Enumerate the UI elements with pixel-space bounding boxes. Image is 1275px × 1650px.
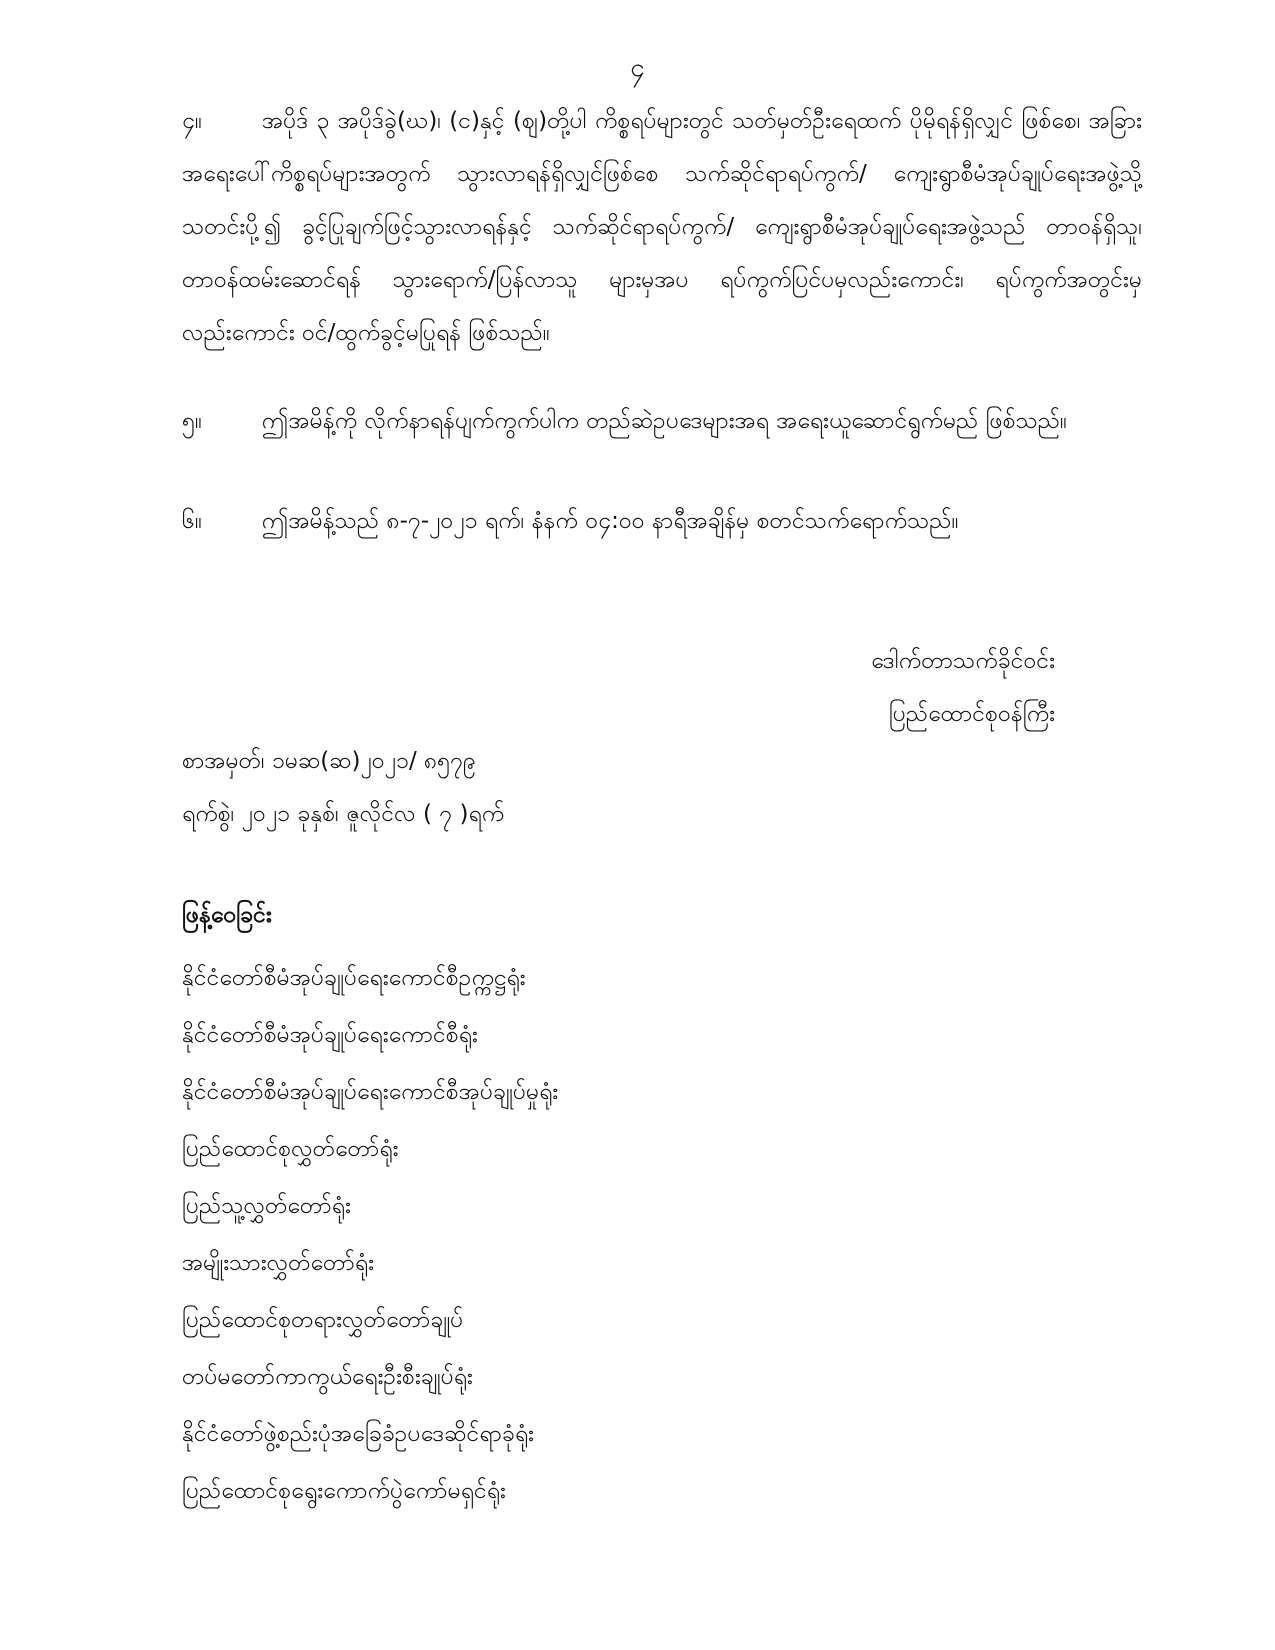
distribution-item: နိုင်ငံတော်စီမံအုပ်ချုပ်ရေးကောင်စီရုံး (182, 1022, 478, 1048)
distribution-item: နိုင်ငံတော်စီမံအုပ်ချုပ်ရေးကောင်စီဥက္ကဋ္ဌရုံး (182, 965, 526, 991)
reference-block (182, 735, 504, 841)
distribution-item: နိုင်ငံတော်စီမံအုပ်ချုပ်ရေးကောင်စီအုပ်ချုပ်မှုရုံး (182, 1079, 559, 1105)
distribution-item: တပ်မတော်ကာကွယ်ရေးဦးစီးချုပ်ရုံး (182, 1364, 473, 1390)
signature-block (871, 635, 1055, 741)
paragraph-text: ဤအမိန့်ကို လိုက်နာရန်ပျက်ကွက်ပါက တည်ဆဲဥပဒေများအရ အရေးယူဆောင်ရွက်မည် ဖြစ်သည်။ (262, 408, 1068, 434)
paragraph-number: ၆။ (182, 508, 202, 534)
distribution-item: အမျိုးသားလွှတ်တော်ရုံး (182, 1250, 374, 1276)
distribution-item: ပြည်ထောင်စုလွှတ်တော်ရုံး (182, 1136, 399, 1162)
distribution-item: နိုင်ငံတော်ဖွဲ့စည်းပုံအခြေခံဥပဒေဆိုင်ရာခုံရုံး (182, 1421, 534, 1447)
letter-date: ရက်စွဲ၊ ၂၀၂၁ ခုနှစ်၊ ဇူလိုင်လ ( ၇ )ရက် (182, 801, 505, 827)
signatory-name: ဒေါက်တာသက်ခိုင်ဝင်း (871, 648, 1055, 674)
letter-number: စာအမှတ်၊ ၁မဆ(ဆ)၂၀၂၁/ ၈၅၇၉ (182, 748, 476, 774)
paragraph-4 (182, 95, 1142, 360)
distribution-item: ပြည်သူ့လွှတ်တော်ရုံး (182, 1193, 351, 1219)
distribution-heading: ဖြန့်ဝေခြင်း (182, 902, 272, 928)
distribution-list (182, 950, 558, 1520)
page-number: ၄ (630, 53, 645, 83)
paragraph-number: ၅။ (182, 408, 202, 434)
signatory-title: ပြည်ထောင်စုဝန်ကြီး (888, 701, 1055, 727)
paragraph-5 (182, 395, 1142, 448)
paragraph-text: အပိုဒ် ၃ အပိုဒ်ခွဲ(ဃ)၊ (င)နှင့် (ဈ)တို့ပါ ကိစ္စရပ်များတွင် သတ်မှတ်ဦးရေထက် ပိုမိုရန်ရှိလျှင် ဖြစ်စေ၊ အခြားအရေးပေါ်ကိစ္စရပ်များအတွက် သွားလာရန်ရှိလျှင်ဖြစ်စေ သက်ဆိုင်ရာရပ်ကွက်/ ကျေးရွာစီမံအုပ်ချုပ်ရေးအဖွဲ့သို့ သတင်းပို့၍ ခွင့်ပြုချက်ဖြင့်သွားလာရန်နှင့် သက်ဆိုင်ရာရပ်ကွက်/ ကျေးရွာစီမံအုပ်ချုပ်ရေးအဖွဲ့သည် တာဝန်ရှိသူ၊ တာဝန်ထမ်းဆောင်ရန် သွားရောက်/ပြန်လာသူ များမှအပ ရပ်ကွက်ပြင်ပမှလည်းကောင်း၊ ရပ်ကွက်အတွင်းမှလည်းကောင်း ဝင်/ထွက်ခွင့်မပြုရန် ဖြစ်သည်။ (182, 108, 1142, 346)
paragraph-6 (182, 495, 1142, 548)
paragraph-number: ၄။ (182, 108, 202, 134)
paragraph-text: ဤအမိန့်သည် ၈-၇-၂၀၂၁ ရက်၊ နံနက် ၀၄:၀၀ နာရီအချိန်မှ စတင်သက်ရောက်သည်။ (262, 508, 959, 534)
distribution-item: ပြည်ထောင်စုတရားလွှတ်တော်ချုပ် (182, 1307, 464, 1333)
distribution-item: ပြည်ထောင်စုရွေးကောက်ပွဲကော်မရှင်ရုံး (182, 1478, 506, 1504)
